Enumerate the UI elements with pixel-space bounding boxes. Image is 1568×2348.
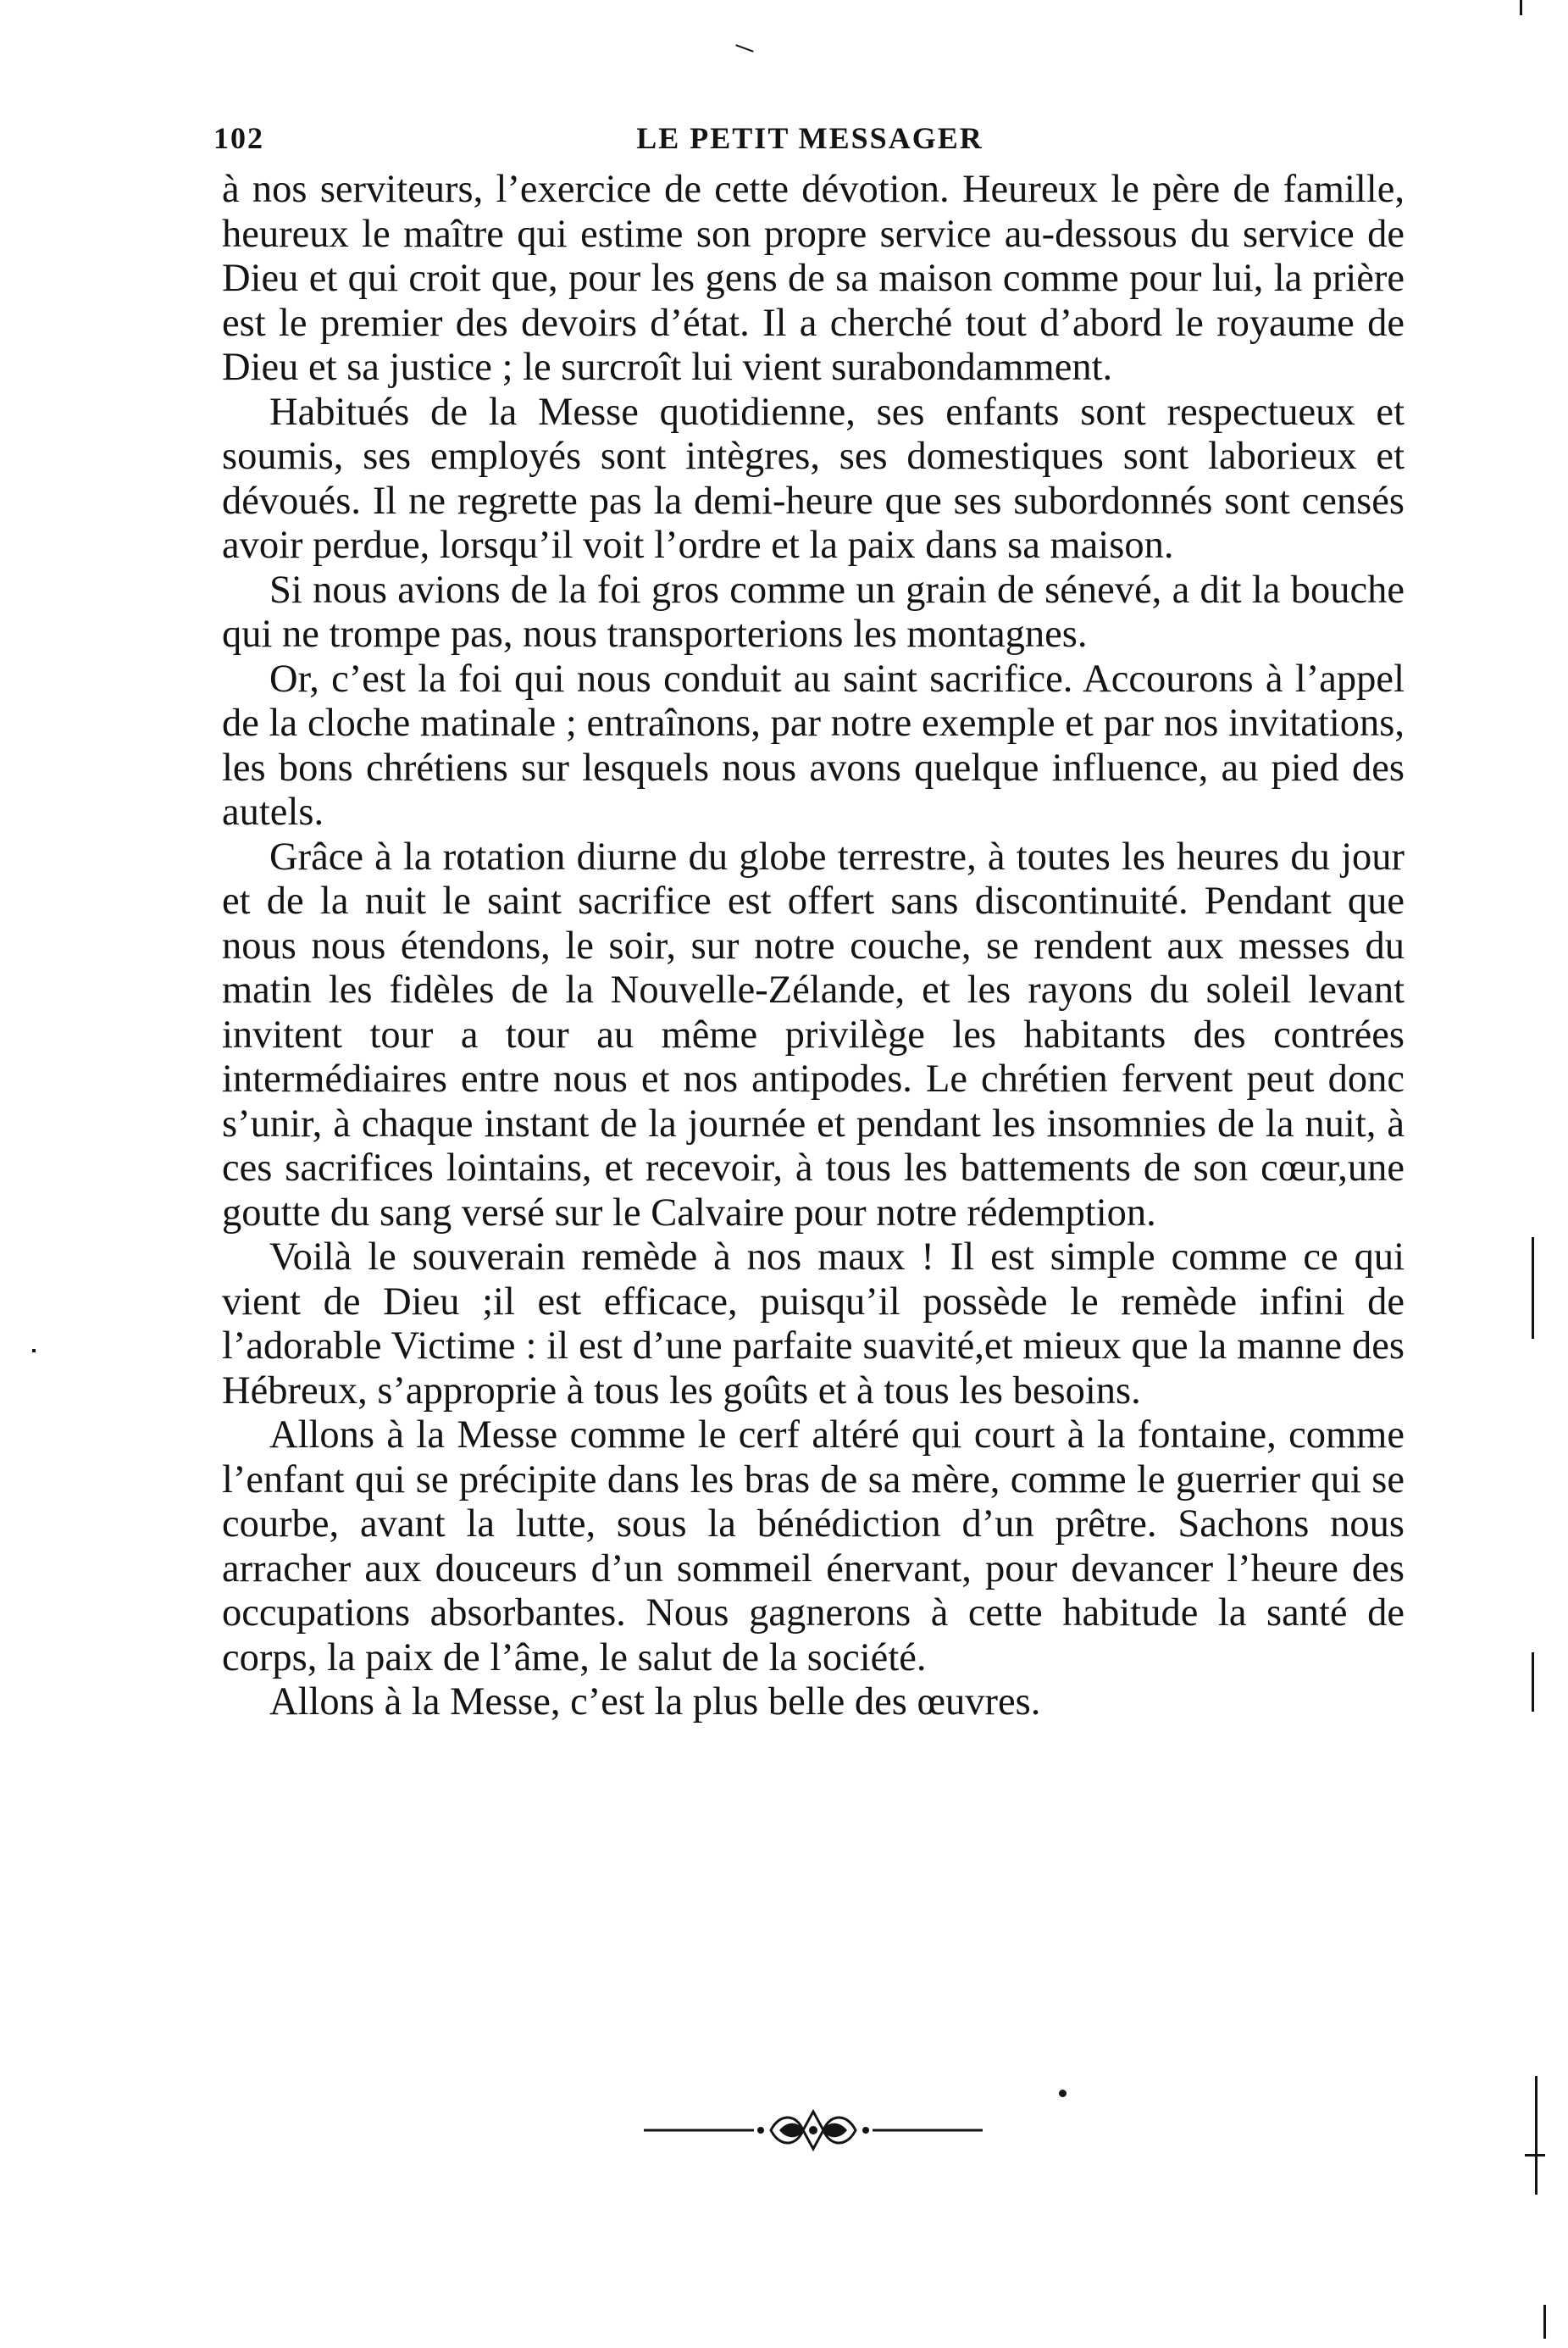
paragraph: Allons à la Messe comme le cerf altéré qui court à la fontaine, comme l’enfant qui se précipite dans les bras de sa mère, comme le guerrier qui se courbe, avant la lutte, sous la bénédiction d’un prêtre. Sachons nous arracher aux douceurs d’un sommeil énervant, pour devancer l’heure des occupations absorbantes. Nous gagnerons à cette habitude la santé de corps, la paix de l’âme, le salut de la société. bbox=[222, 1413, 1405, 1679]
running-title: LE PETIT MESSAGER bbox=[636, 121, 983, 155]
scan-edge-mark bbox=[1543, 2305, 1546, 2339]
page-number: 102 bbox=[213, 121, 264, 155]
scan-edge-mark bbox=[1525, 2154, 1545, 2156]
paragraph: Or, c’est la foi qui nous conduit au saint sacrifice. Accourons à l’appel de la cloche matinale ; entraînons, par notre exemple et par nos invitations, les bons chrétiens sur lesquels nous avons quelque influence, au pied des autels. bbox=[222, 657, 1405, 834]
body-text bbox=[222, 168, 1405, 1725]
scan-edge-mark bbox=[32, 1349, 36, 1352]
paragraph: Allons à la Messe, c’est la plus belle des œuvres. bbox=[269, 1680, 1041, 1724]
page-header bbox=[213, 112, 1406, 166]
paragraph: Si nous avions de la foi gros comme un grain de sénevé, a dit la bouche qui ne trompe pas, nous transporterions les montagnes. bbox=[222, 568, 1405, 656]
paragraph: Grâce à la rotation diurne du globe terrestre, à toutes les heures du jour et de la nuit le saint sacrifice est offert sans discontinuité. Pendant que nous nous étendons, le soir, sur notre couche, se rendent aux messes du matin les fidèles de la Nouvelle-Zélande, et les rayons du soleil levant invitent tour a tour au même privilège les habitants des contrées intermédiaires entre nous et nos antipodes. Le chrétien fervent peut donc s’unir, à chaque instant de la journée et pendant les insomnies de la nuit, à ces sacrifices lointains, et recevoir, à tous les battements de son cœur,une goutte du sang versé sur le Calvaire pour notre rédemption. bbox=[222, 835, 1405, 1235]
scan-edge-mark bbox=[1520, 0, 1522, 15]
stray-dot bbox=[1059, 2090, 1067, 2097]
scan-edge-mark bbox=[1532, 1652, 1534, 1712]
paragraph: Voilà le souverain remède à nos maux ! Il est simple comme ce qui vient de Dieu ;il est efficace, puisqu’il possède le remède infini de l’adorable Victime : il est d’une parfaite suavité,et mieux que la manne des Hébreux, s’approprie à tous les goûts et à tous les besoins. bbox=[222, 1235, 1405, 1413]
scan-edge-mark bbox=[735, 44, 753, 52]
fleuron-divider-icon bbox=[644, 2105, 983, 2156]
paragraph: Habitués de la Messe quotidienne, ses enfants sont respectueux et soumis, ses employés sont intègres, ses domestiques sont laborieux et dévoués. Il ne regrette pas la demi-heure que ses subordonnés sont censés avoir perdue, lorsqu’il voit l’ordre et la paix dans sa maison. bbox=[222, 390, 1405, 567]
scan-edge-mark bbox=[1535, 2076, 1538, 2195]
scan-edge-mark bbox=[1532, 1237, 1534, 1339]
paragraph: à nos serviteurs, l’exercice de cette dévotion. Heureux le père de famille, heureux le maître qui estime son propre service au-dessous du service de Dieu et qui croit que, pour les gens de sa maison comme pour lui, la prière est le premier des devoirs d’état. Il a cherché tout d’abord le royaume de Dieu et sa justice ; le surcroît lui vient surabondamment. bbox=[222, 168, 1405, 389]
